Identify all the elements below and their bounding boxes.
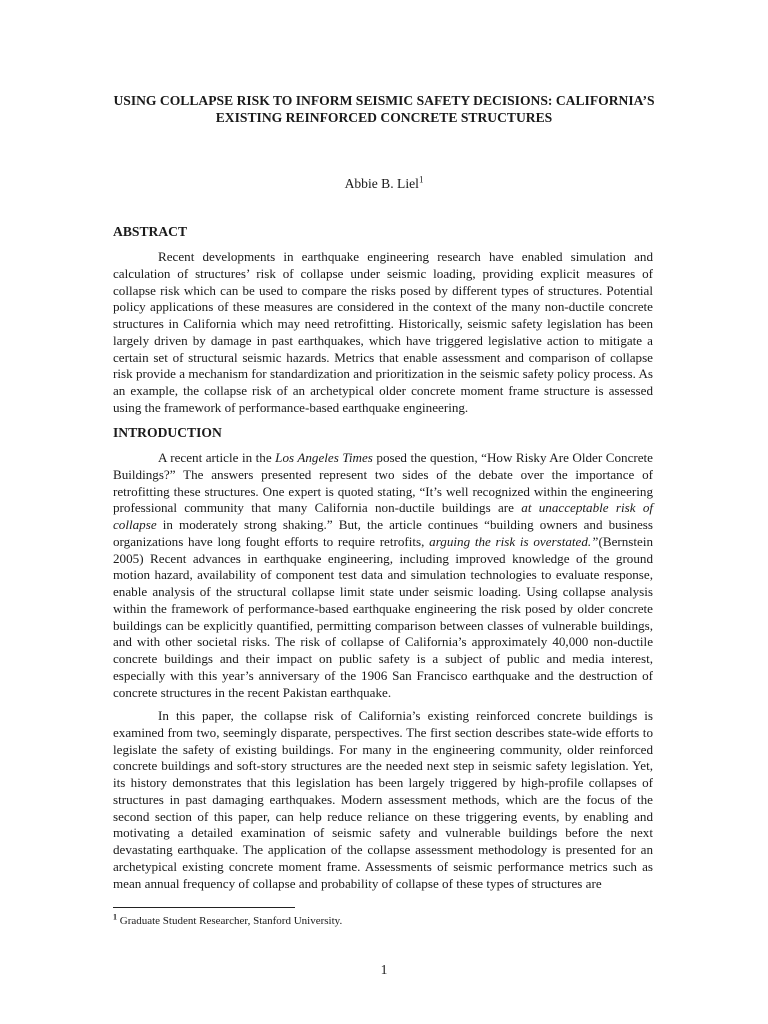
footnote-text: Graduate Student Researcher, Stanford University. [117,915,343,927]
author-line [0,176,768,192]
intro-newspaper-title: Los Angeles Times [275,450,373,465]
abstract-paragraph: Recent developments in earthquake engineering research have enabled simulation and calculation of structures’ risk of collapse under seismic loading, providing explicit measures of collapse risk which can be used to compare the risks posed by different types of structures. Potential policy applications of these measures are considered in the context of the many non-ductile concrete structures in California which may need retrofitting. Historically, seismic safety legislation has been largely driven by damage in past earthquakes, which have triggered legislative action to mitigate a certain set of structural seismic hazards. Metrics that enable assessment and comparison of collapse risk provide a mechanism for standardization and prioritization in the seismic safety policy process. As an example, the collapse risk of an archetypical older concrete moment frame structure is assessed using the framework of performance-based earthquake engineering. [113,249,653,415]
abstract-heading: ABSTRACT [113,224,188,239]
title-line-2: EXISTING REINFORCED CONCRETE STRUCTURES [215,110,553,125]
footnote-mark: 1 [113,912,117,922]
introduction-heading: INTRODUCTION [113,425,222,440]
paper-title [100,92,668,126]
footnote-separator [113,907,295,908]
intro-text: posed the question, “How Risky Are Older Concrete Buildings?” The answers presented represent two sides of the debate over the importance of retrofitting these structures. One expert is quoted stating, “It’s well recognized within the engineering professional community that many California non-ductile buildings are [113,450,653,516]
footnote [113,914,342,928]
title-line-1: USING COLLAPSE RISK TO INFORM SEISMIC SAFETY DECISIONS: CALIFORNIA’S [113,93,655,108]
intro-quote-emphasis: arguing the risk is overstated.” [429,533,599,549]
intro-text: (Bernstein 2005) Recent advances in earthquake engineering, including improved knowledge of the ground motion hazard, availability of component test data and simulation technologies to evaluate response, enable analysis of the structural collapse limit state under seismic loading. Using collapse analysis within the framework of performance-based earthquake engineering the risk posed by older concrete buildings can be explicitly quantified, permitting comparison between classes of vulnerable buildings, and with other societal risks. The risk of collapse of California’s approximately 40,000 non-ductile concrete buildings and their impact on public safety is a subject of public and media interest, especially with this year’s anniversary of the 1906 San Francisco earthquake and the destruction of concrete structures in the recent Pakistan earthquake. [113,533,654,700]
author-name: Abbie B. Liel [344,176,419,191]
introduction-paragraph-1 [113,450,653,701]
intro-text: A recent article in the [158,450,276,465]
intro-quote-emphasis: at unacceptable risk of collapse [113,500,653,532]
author-footnote-mark: 1 [418,174,424,185]
introduction-paragraph-2: In this paper, the collapse risk of California’s existing reinforced concrete buildings is examined from two, seemingly disparate, perspectives. The first section describes state-wide efforts to legislate the safety of existing buildings. For many in the engineering community, older reinforced concrete buildings and soft-story structures are the needed next step in seismic safety legislation. Yet, its history demonstrates that this legislation has been largely triggered by high-profile collapses of structures in past damaging earthquakes. Modern assessment methods, which are the focus of the second section of this paper, can help reduce reliance on these triggering events, by enabling and motivating a detailed examination of seismic safety and vulnerable buildings before the next devastating earthquake. The application of the collapse assessment methodology is presented for an archetypical existing concrete moment frame. Assessments of seismic performance metrics such as mean annual frequency of collapse and probability of collapse of these types of structures are [113,708,653,891]
page-number: 1 [380,962,388,977]
intro-text: in moderately strong shaking.” But, the article continues “building owners and business organizations have long fought efforts to require retrofits, [113,517,653,549]
